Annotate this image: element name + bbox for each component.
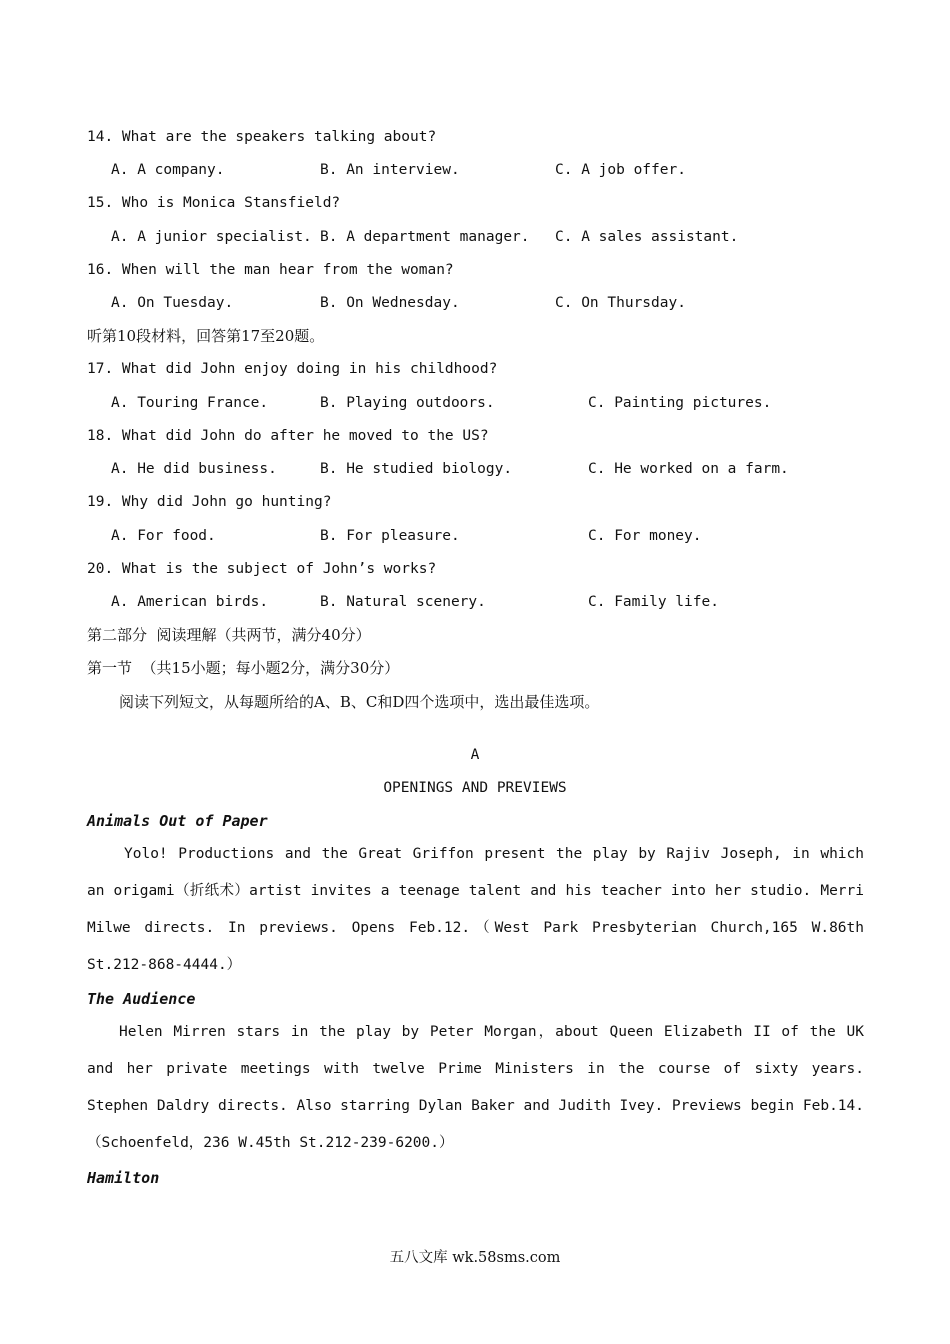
question-stem: 19. Why did John go hunting? [87,494,332,510]
option-b: B. An interview. [320,162,460,178]
option-b: B. For pleasure. [320,528,460,544]
option-c: C. Painting pictures. [588,395,772,411]
question-stem: 16. When will the man hear from the woman? [87,262,454,278]
instructions: 阅读下列短文，从每题所给的A、B、C和D四个选项中，选出最佳选项。 [119,693,600,711]
entry-heading: The Audience [87,990,196,1008]
option-a: A. A junior specialist. [111,229,312,245]
question-stem: 17. What did John enjoy doing in his childhood? [87,361,498,377]
option-b: B. Natural scenery. [320,594,486,610]
passage-letter: A [470,747,480,763]
option-c: C. For money. [588,528,702,544]
option-c: C. He worked on a farm. [588,461,789,477]
option-b: B. A department manager. [320,229,530,245]
option-c: C. On Thursday. [555,295,686,311]
option-c: C. A job offer. [555,162,686,178]
option-a: A. For food. [111,528,216,544]
page-footer: 五八文库 wk.58sms.com [389,1250,561,1266]
entry-body [87,836,864,984]
question-stem: 18. What did John do after he moved to the US? [87,428,489,444]
entry-heading: Hamilton [87,1169,160,1187]
entry-body-text: Helen Mirren stars in the play by Peter Morgan，about Queen Elizabeth II of the UK and her private meetings with twelve Prime Ministers in the course of sixty years. Stephen Daldry directs. Also starring Dylan Baker and Judith Ivey. Previews begin Feb.14.（Schoenfeld，236 W.45th St.212-239-6200.） [87,1024,864,1151]
option-a: A. American birds. [111,594,269,610]
entry-body [87,1014,864,1162]
option-a: A. On Tuesday. [111,295,234,311]
entry-heading: Animals Out of Paper [87,812,268,830]
part-heading: 第二部分 阅读理解（共两节，满分40分） [87,626,371,644]
section-heading: 第一节 （共15小题；每小题2分，满分30分） [87,659,400,677]
option-b: B. He studied biology. [320,461,513,477]
question-stem: 14. What are the speakers talking about? [87,129,437,145]
entry-body-text: Yolo! Productions and the Great Griffon present the play by Rajiv Joseph, in which an origami（折纸术）artist invites a teenage talent and his teacher into her studio. Merri Milwe directs. In previews. Opens Feb.12.（West Park Presbyterian Church,165 W.86th St.212-868-4444.） [87,846,864,973]
option-a: A. He did business. [111,461,277,477]
option-c: C. A sales assistant. [555,229,739,245]
section-note: 听第10段材料，回答第17至20题。 [87,327,325,345]
passage-title: OPENINGS AND PREVIEWS [383,780,567,796]
option-a: A. A company. [111,162,225,178]
question-stem: 15. Who is Monica Stansfield? [87,195,341,211]
option-b: B. Playing outdoors. [320,395,495,411]
option-c: C. Family life. [588,594,719,610]
question-stem: 20. What is the subject of John’s works? [87,561,437,577]
option-b: B. On Wednesday. [320,295,460,311]
option-a: A. Touring France. [111,395,269,411]
